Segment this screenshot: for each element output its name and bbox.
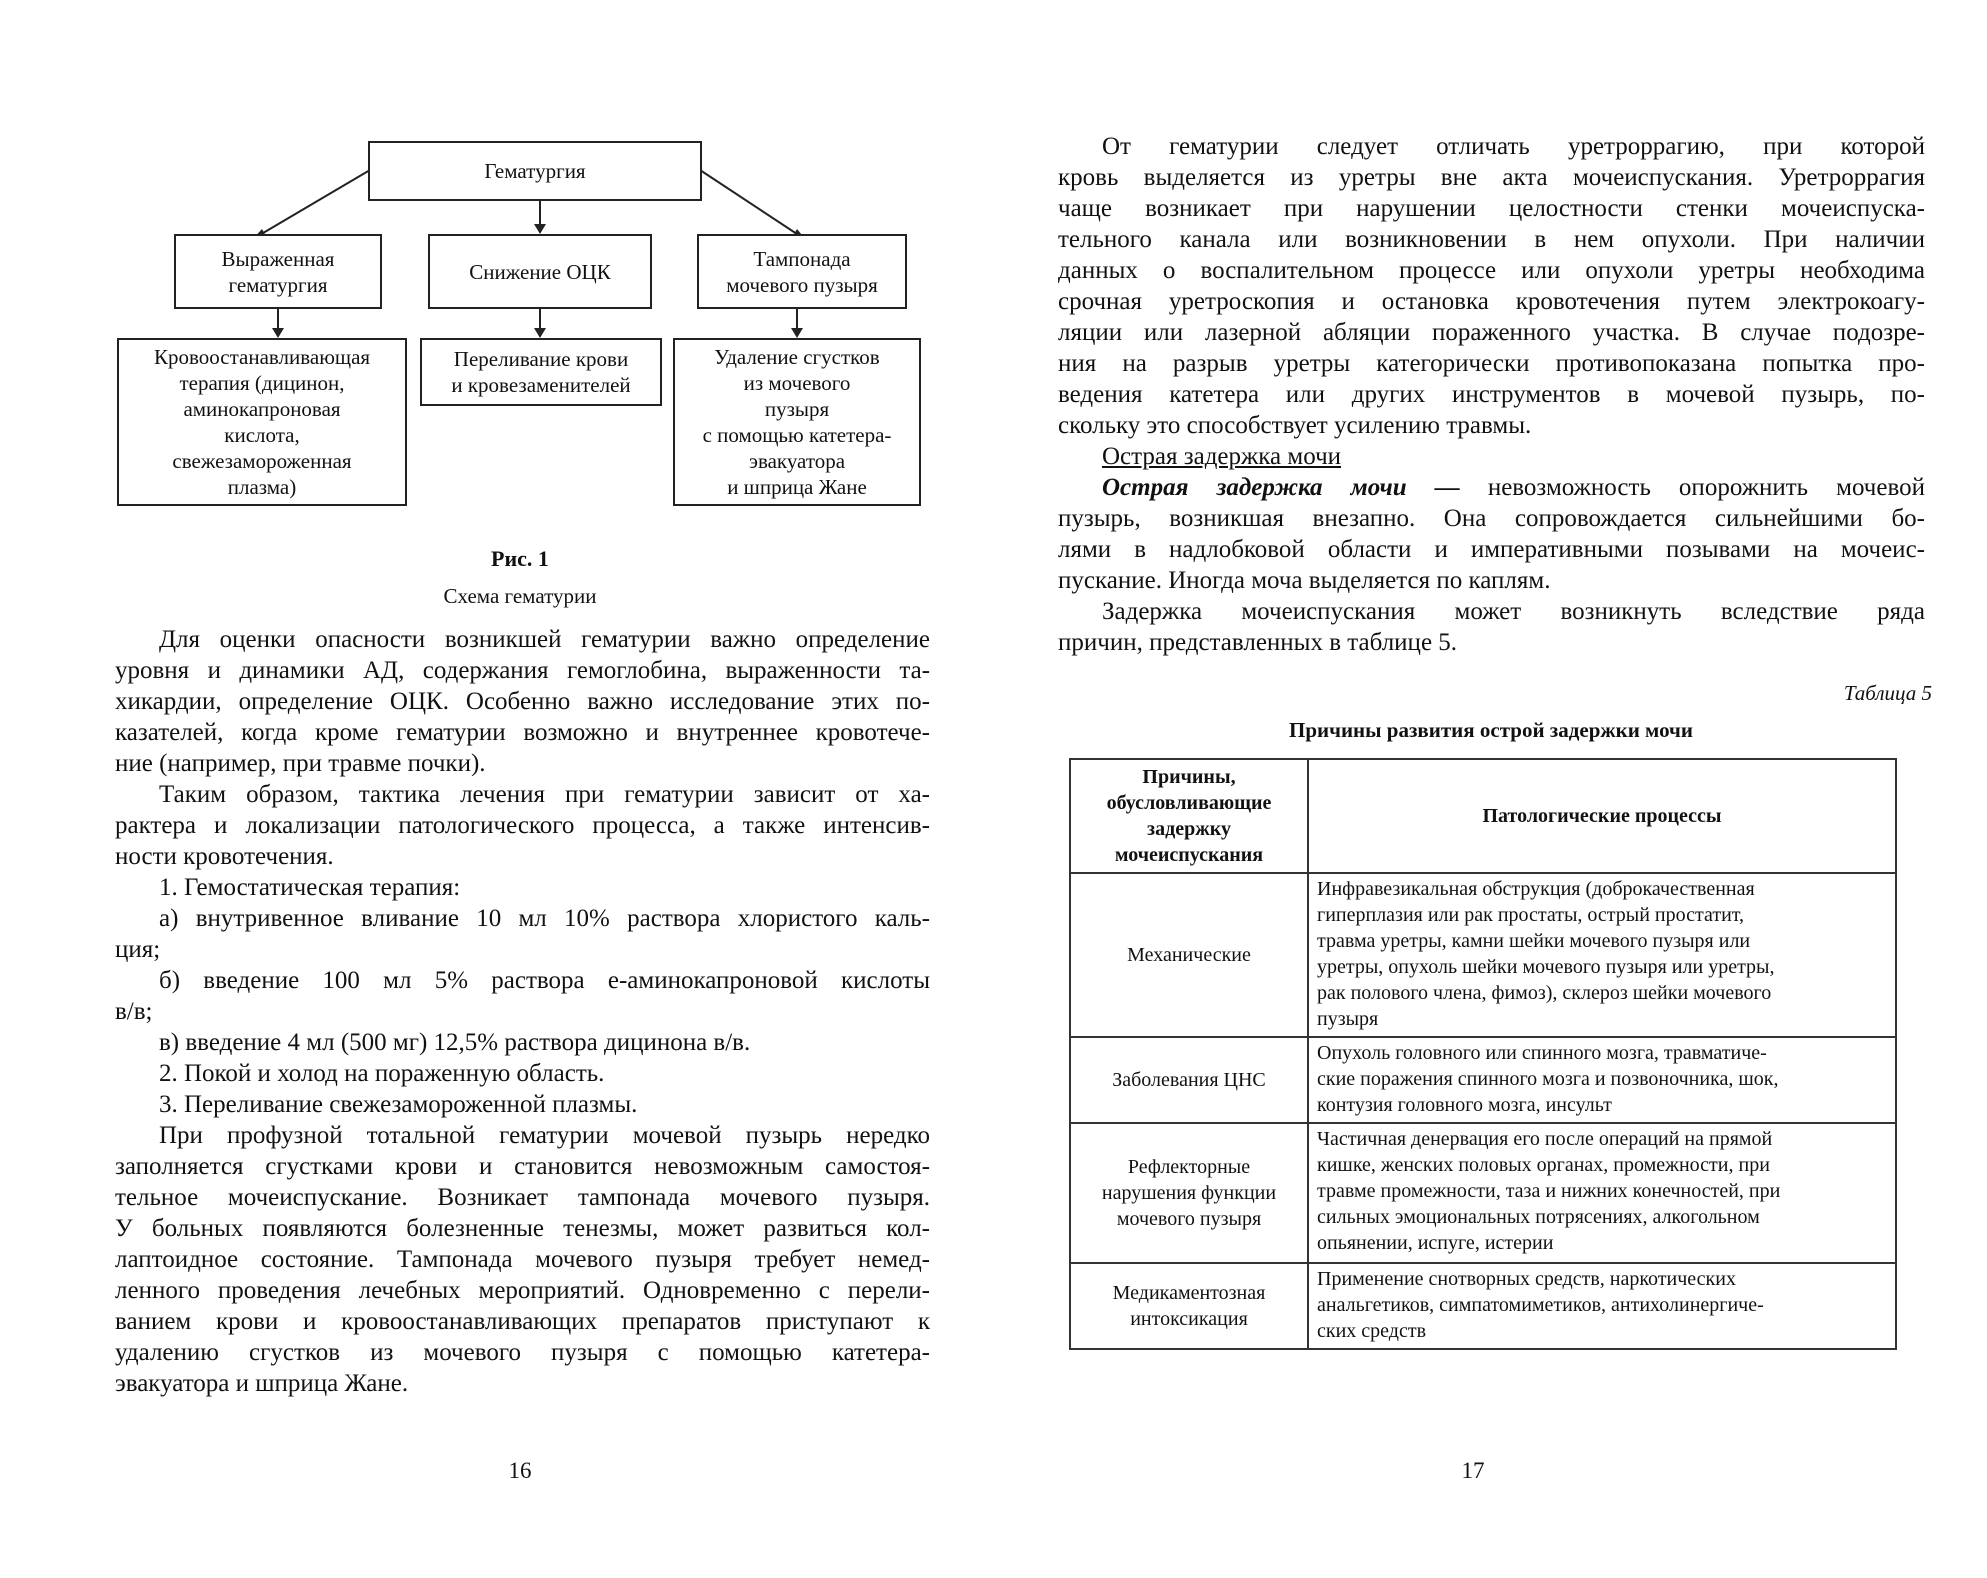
body-line: тельное мочеиспускание. Возникает тампонада мочевого пузыря. [115, 1184, 930, 1211]
treatment-2-line: и кровезаменителей [451, 373, 631, 397]
process-cell [1308, 1263, 1896, 1349]
process-line: ских средств [1317, 1320, 1427, 1342]
process-line: уретры, опухоль шейки мочевого пузыря или уретры, [1317, 956, 1775, 978]
treatment-1-line: аминокапроновая [183, 397, 341, 421]
body-line: рактера и локализации патологического процесса, а также интенсив- [115, 812, 930, 839]
cause-line: Медикаментозная [1112, 1282, 1266, 1304]
table-row [1070, 1123, 1896, 1263]
arrowhead-treat3 [791, 328, 803, 338]
connector-root-branch1 [258, 170, 370, 236]
body-line: ция; [115, 936, 161, 963]
table-row [1070, 1037, 1896, 1123]
body-line: удалению сгустков из мочевого пузыря с помощью катетера- [115, 1339, 930, 1366]
section-heading-block [1058, 441, 1925, 472]
cause-cell [1070, 873, 1308, 1037]
process-line: сильных эмоциональных потрясениях, алкогольном [1317, 1206, 1760, 1228]
page-number-left: 16 [508, 1458, 532, 1483]
process-cell [1308, 873, 1896, 1037]
body-line: в/в; [115, 998, 153, 1025]
treatment-1-line: кислота, [224, 423, 300, 447]
table-header-row [1070, 759, 1896, 873]
process-cell [1308, 1123, 1896, 1263]
body-line: уровня и динамики АД, содержания гемоглобина, выраженности та- [115, 657, 930, 684]
process-line: пузыря [1317, 1008, 1379, 1030]
body-line: Задержка мочеиспускания может возникнуть вследствие ряда [1102, 598, 1925, 625]
body-line: Таким образом, тактика лечения при гематурии зависит от ха- [159, 781, 930, 808]
body-line: У больных появляются болезненные тенезмы, может развиться кол- [115, 1215, 930, 1242]
header-line: мочеиспускания [1114, 844, 1264, 866]
branch-3-line: мочевого пузыря [726, 272, 878, 297]
diagram-treatment-box-3 [673, 338, 921, 506]
connector-root-branch3 [700, 170, 800, 236]
treatment-3-line: пузыря [764, 397, 830, 421]
definition-first-line [1058, 472, 1925, 503]
header-line: Патологические процессы [1482, 805, 1722, 827]
definition-line: пузырь, возникшая внезапно. Она сопровождается сильнейшими бо- [1058, 505, 1925, 532]
process-line: Инфравезикальная обструкция (доброкачественная [1317, 878, 1755, 900]
arrowhead-treat1 [272, 328, 284, 338]
process-line: анальгетиков, симпатомиметиков, антихолинергиче- [1317, 1294, 1764, 1316]
process-line: гиперплазия или рак простаты, острый простатит, [1317, 904, 1745, 926]
definition-rest: невозможность опорожнить мочевой [1459, 474, 1925, 501]
diagram-root-box [368, 141, 702, 201]
body-line: ленного проведения лечебных мероприятий. Одновременно с перели- [115, 1277, 930, 1304]
body-line: кровь выделяется из уретры вне акта мочеиспускания. Уретроррагия [1058, 164, 1925, 191]
body-line: данных о воспалительном процессе или опухоли уретры необходима [1058, 257, 1925, 284]
right-body-text [1058, 131, 1925, 441]
figure-caption: Схема гематурии [443, 584, 597, 608]
body-line: 3. Переливание свежезамороженной плазмы. [159, 1091, 638, 1118]
header-line: задержку [1147, 818, 1231, 840]
body-line: ности кровотечения. [115, 843, 334, 870]
branch-1-line: Выраженная [221, 246, 335, 271]
process-line: ские поражения спинного мозга и позвоночника, шок, [1317, 1068, 1779, 1090]
body-line: ванием крови и кровоостанавливающих препаратов приступают к [115, 1308, 930, 1335]
body-line: чаще возникает при нарушении целостности стенки мочеиспуска- [1058, 195, 1925, 222]
definition-paragraph [1058, 472, 1925, 596]
process-line: Частичная денервация его после операций на прямой [1317, 1128, 1773, 1150]
definition-term: Острая задержка мочи — [1102, 474, 1460, 501]
body-line: в) введение 4 мл (500 мг) 12,5% раствора дицинона в/в. [159, 1029, 751, 1056]
header-processes [1308, 759, 1896, 873]
diagram-root-label: Гематургия [484, 159, 586, 183]
body-line: срочная уретроскопия и остановка кровотечения путем электрокоагу- [1058, 288, 1925, 315]
section-heading: Острая задержка мочи [1102, 443, 1342, 470]
treatment-1-line: плазма) [227, 475, 297, 499]
treatment-3-line: из мочевого [743, 371, 851, 395]
cause-line: Механические [1127, 944, 1251, 966]
definition-line: пускание. Иногда моча выделяется по каплям. [1058, 567, 1551, 594]
header-causes [1070, 759, 1308, 873]
treatment-3-line: эвакуатора [748, 449, 846, 473]
body-line: а) внутривенное вливание 10 мл 10% раствора хлористого каль- [159, 905, 930, 932]
arrowhead-branch2 [534, 224, 546, 234]
figure-number: Рис. 1 [491, 546, 549, 571]
after-paragraph [1058, 596, 1925, 658]
causes-table [1069, 758, 1897, 1350]
diagram-branch-box-2 [428, 234, 652, 309]
cause-line: нарушения функции [1101, 1182, 1277, 1204]
process-line: рак полового члена, фимоз), склероз шейки мочевого [1317, 982, 1772, 1004]
definition-line: лями в надлобковой области и императивными позывами на мочеис- [1058, 536, 1925, 563]
body-line: ния на разрыв уретры категорически противопоказана попытка про- [1058, 350, 1925, 377]
cause-line: мочевого пузыря [1116, 1208, 1262, 1230]
branch-3-line: Тампонада [753, 246, 851, 271]
cause-cell [1070, 1123, 1308, 1263]
table-row [1070, 1263, 1896, 1349]
arrowhead-treat2 [534, 328, 546, 338]
diagram-branch-box-3 [697, 234, 907, 309]
body-line: хикардии, определение ОЦК. Особенно важно исследование этих по- [115, 688, 930, 715]
table-row [1070, 873, 1896, 1037]
process-line: Применение снотворных средств, наркотических [1317, 1268, 1736, 1290]
cause-line: интоксикация [1130, 1308, 1248, 1330]
body-line: лаптоидное состояние. Тампонада мочевого пузыря требует немед- [115, 1246, 930, 1273]
diagram-treatment-box-2 [420, 338, 662, 406]
body-line: эвакуатора и шприца Жане. [115, 1370, 409, 1397]
body-line: скольку это способствует усилению травмы. [1058, 412, 1532, 439]
process-cell [1308, 1037, 1896, 1123]
right-page [993, 0, 1987, 1578]
table-title: Причины развития острой задержки мочи [1289, 718, 1693, 742]
treatment-1-line: терапия (дицинон, [179, 371, 345, 395]
body-line: При профузной тотальной гематурии мочевой пузырь нередко [159, 1122, 930, 1149]
treatment-1-line: Кровоостанавливающая [153, 345, 371, 369]
body-line: казателей, когда кроме гематурии возможно и внутреннее кровотече- [115, 719, 930, 746]
body-line: б) введение 100 мл 5% раствора е-аминокапроновой кислоты [159, 967, 930, 994]
left-body-text [115, 624, 930, 1399]
process-line: кишке, женских половых органах, промежности, при [1317, 1154, 1770, 1176]
body-line: ведения катетера или других инструментов в мочевой пузырь, по- [1058, 381, 1925, 408]
process-line: Опухоль головного или спинного мозга, травматиче- [1317, 1042, 1767, 1064]
treatment-2-line: Переливание крови [453, 347, 629, 371]
process-line: травма уретры, камни шейки мочевого пузыря или [1317, 930, 1751, 952]
body-line: заполняется сгустками крови и становится невозможным самостоя- [115, 1153, 930, 1180]
process-line: контузия головного мозга, инсульт [1317, 1094, 1612, 1116]
body-line: Для оценки опасности возникшей гематурии важно определение [159, 626, 930, 653]
body-line: 1. Гемостатическая терапия: [159, 874, 461, 901]
treatment-1-line: свежезамороженная [172, 449, 352, 473]
body-line: причин, представленных в таблице 5. [1058, 629, 1458, 656]
cause-cell [1070, 1037, 1308, 1123]
diagram-branch-box-1 [174, 234, 382, 309]
cause-line: Заболевания ЦНС [1112, 1069, 1266, 1091]
body-line: тельного канала или возникновении в нем опухоли. При наличии [1058, 226, 1925, 253]
body-line: 2. Покой и холод на пораженную область. [159, 1060, 605, 1087]
table-label: Таблица 5 [1843, 681, 1932, 705]
cause-line: Рефлекторные [1127, 1156, 1251, 1178]
body-line: ние (например, при травме почки). [115, 750, 486, 777]
treatment-3-line: и шприца Жане [727, 475, 867, 499]
left-page [0, 0, 993, 1578]
branch-1-line: гематургия [228, 272, 328, 297]
page-number-right: 17 [1461, 1458, 1485, 1483]
header-line: обусловливающие [1106, 792, 1272, 814]
treatment-3-line: с помощью катетера- [702, 423, 892, 447]
process-line: опьянении, испуге, истерии [1317, 1232, 1554, 1254]
branch-2-line: Снижение ОЦК [469, 259, 611, 284]
treatment-3-line: Удаление сгустков [714, 345, 880, 369]
cause-cell [1070, 1263, 1308, 1349]
process-line: травме промежности, таза и нижних конечностей, при [1317, 1180, 1781, 1202]
diagram-treatment-box-1 [117, 338, 407, 506]
body-line: ляции или лазерной абляции пораженного участка. В случае подозре- [1058, 319, 1925, 346]
body-line: От гематурии следует отличать уретроррагию, при которой [1102, 133, 1925, 160]
header-line: Причины, [1142, 766, 1236, 788]
